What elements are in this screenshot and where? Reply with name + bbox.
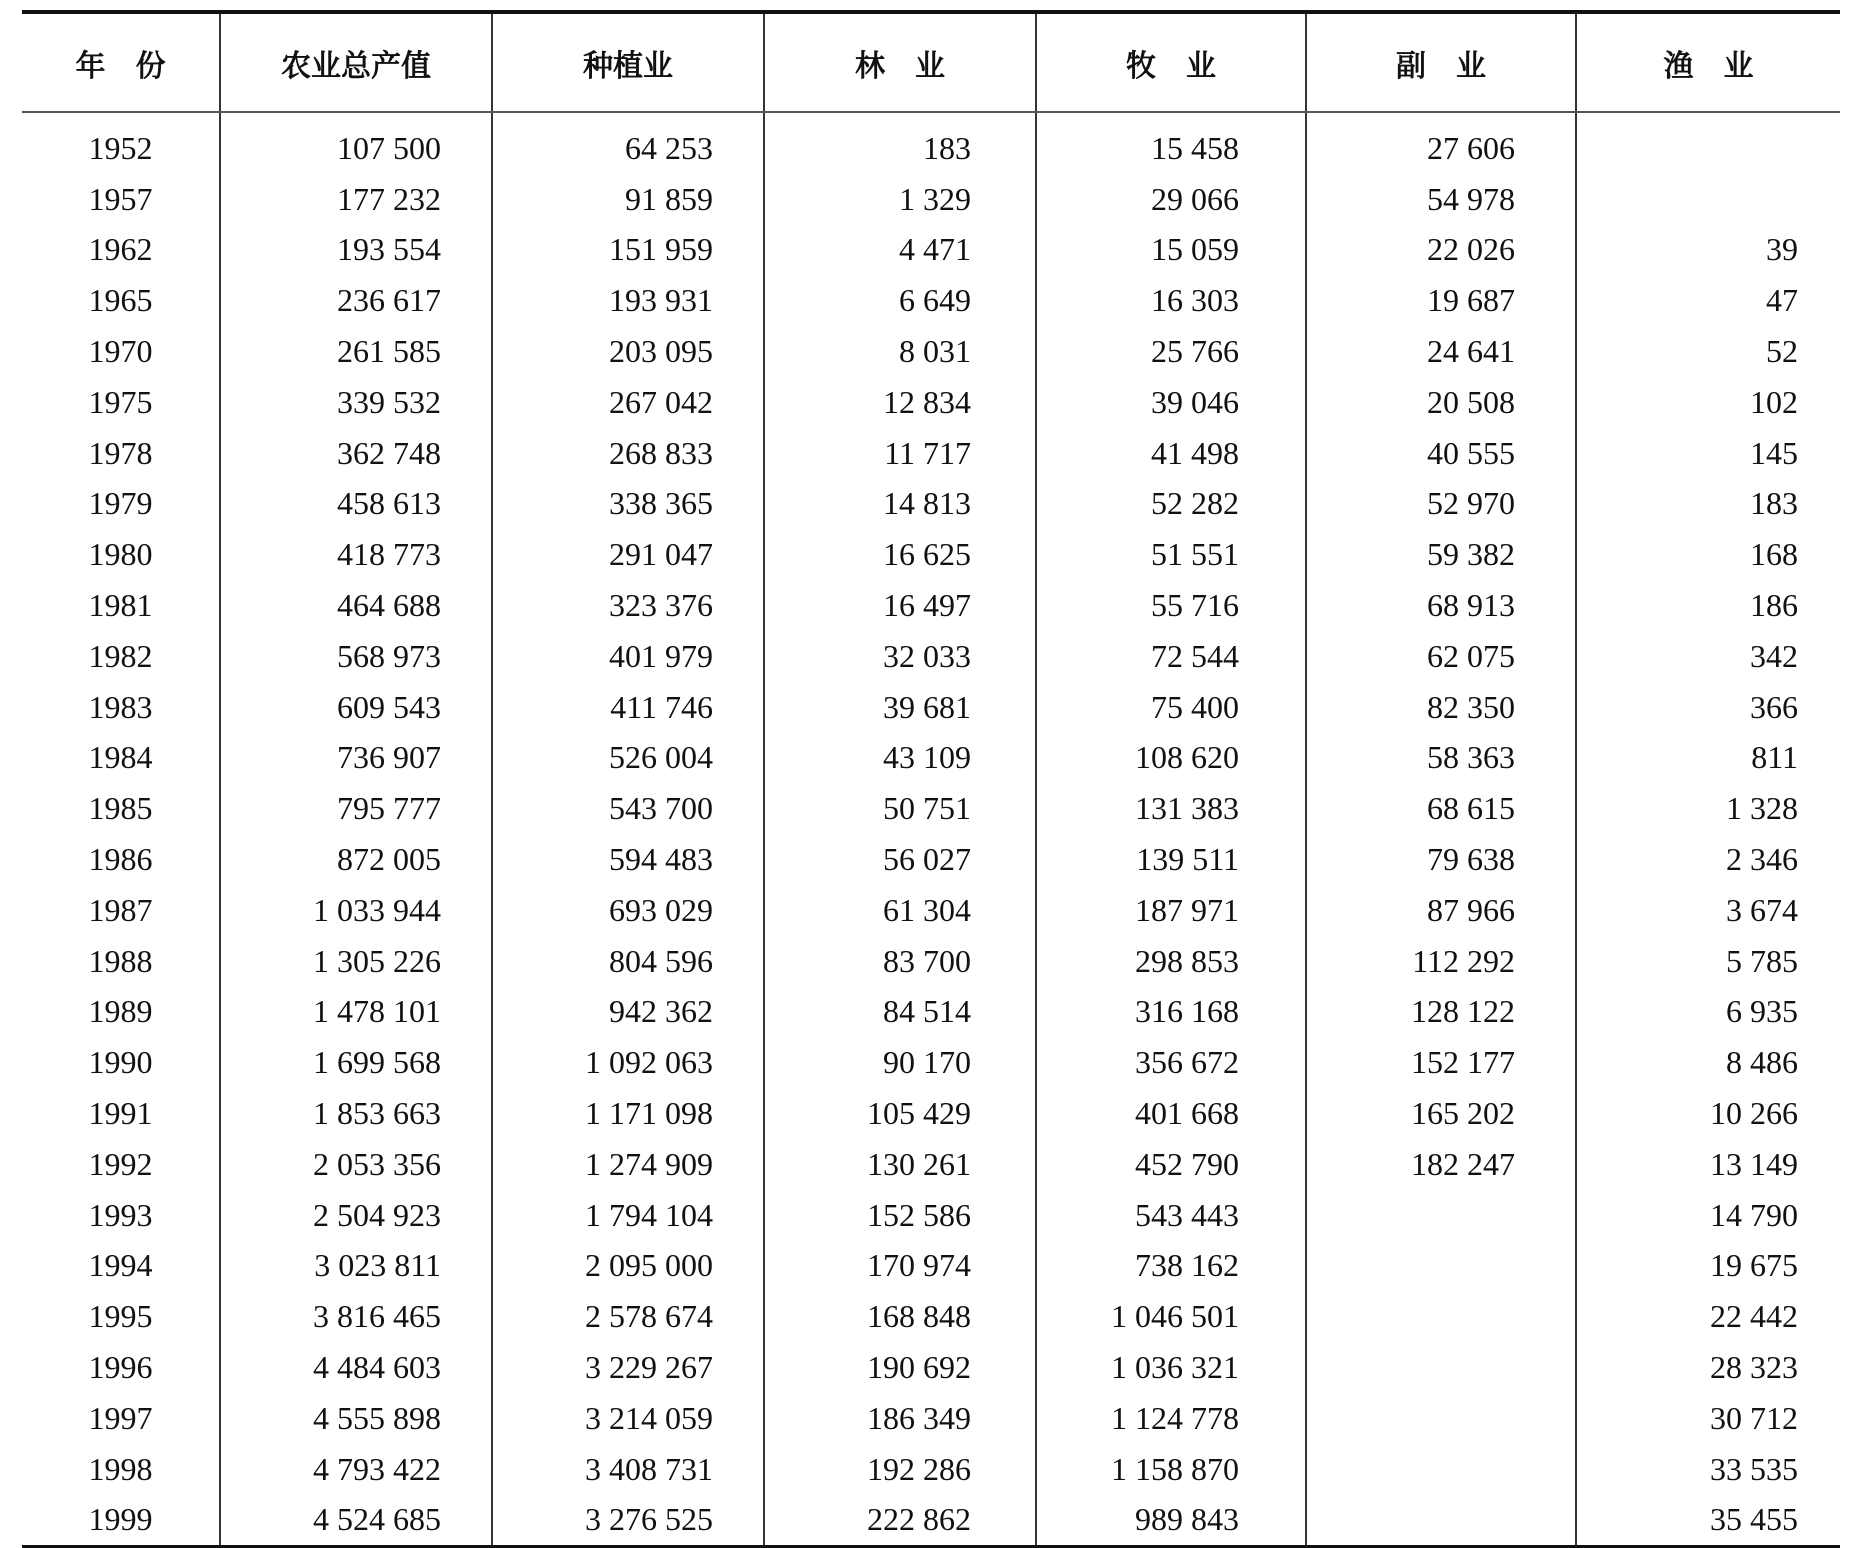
cell-total-output: 4 555 898 <box>220 1393 492 1444</box>
cell-fishery: 6 935 <box>1576 987 1840 1038</box>
cell-crop-farming: 151 959 <box>492 225 764 276</box>
cell-sideline <box>1306 1241 1576 1292</box>
cell-year: 1993 <box>88 1196 153 1233</box>
table-row <box>22 1393 1840 1444</box>
cell-sideline <box>1306 1342 1576 1393</box>
cell-total-output: 3 023 811 <box>220 1241 492 1292</box>
cell-animal-husbandry: 29 066 <box>1036 174 1306 225</box>
cell-crop-farming: 942 362 <box>492 987 764 1038</box>
cell-sideline: 128 122 <box>1306 987 1576 1038</box>
cell-forestry: 50 751 <box>764 783 1036 834</box>
cell-total-output: 464 688 <box>220 580 492 631</box>
table-row <box>22 275 1840 326</box>
cell-year: 1962 <box>88 231 153 268</box>
cell-animal-husbandry: 25 766 <box>1036 326 1306 377</box>
cell-crop-farming: 594 483 <box>492 834 764 885</box>
table-row <box>22 428 1840 479</box>
cell-fishery: 5 785 <box>1576 936 1840 987</box>
cell-total-output: 236 617 <box>220 275 492 326</box>
cell-crop-farming: 91 859 <box>492 174 764 225</box>
table-row <box>22 174 1840 225</box>
cell-total-output: 2 053 356 <box>220 1139 492 1190</box>
cell-total-output: 736 907 <box>220 733 492 784</box>
cell-sideline: 68 615 <box>1306 783 1576 834</box>
cell-crop-farming: 411 746 <box>492 682 764 733</box>
cell-sideline: 68 913 <box>1306 580 1576 631</box>
cell-forestry: 83 700 <box>764 936 1036 987</box>
cell-crop-farming: 267 042 <box>492 377 764 428</box>
cell-crop-farming: 3 229 267 <box>492 1342 764 1393</box>
table-row <box>22 885 1840 936</box>
cell-sideline: 59 382 <box>1306 529 1576 580</box>
cell-sideline: 52 970 <box>1306 479 1576 530</box>
cell-forestry: 222 862 <box>764 1495 1036 1547</box>
header-row <box>22 12 1840 112</box>
cell-fishery: 3 674 <box>1576 885 1840 936</box>
table-row <box>22 529 1840 580</box>
cell-total-output: 339 532 <box>220 377 492 428</box>
cell-forestry: 130 261 <box>764 1139 1036 1190</box>
cell-forestry: 192 286 <box>764 1444 1036 1495</box>
cell-year: 1995 <box>88 1298 153 1335</box>
cell-fishery: 1 328 <box>1576 783 1840 834</box>
cell-year: 1982 <box>88 637 153 674</box>
cell-year: 1998 <box>88 1450 153 1487</box>
cell-crop-farming: 401 979 <box>492 631 764 682</box>
cell-total-output: 872 005 <box>220 834 492 885</box>
cell-forestry: 16 625 <box>764 529 1036 580</box>
cell-crop-farming: 2 578 674 <box>492 1291 764 1342</box>
cell-year: 1978 <box>88 434 153 471</box>
cell-fishery <box>1576 112 1840 174</box>
cell-animal-husbandry: 51 551 <box>1036 529 1306 580</box>
cell-total-output: 1 478 101 <box>220 987 492 1038</box>
cell-animal-husbandry: 72 544 <box>1036 631 1306 682</box>
cell-sideline: 82 350 <box>1306 682 1576 733</box>
cell-fishery: 342 <box>1576 631 1840 682</box>
cell-year: 1957 <box>88 180 153 217</box>
cell-forestry: 84 514 <box>764 987 1036 1038</box>
cell-total-output: 4 524 685 <box>220 1495 492 1547</box>
cell-total-output: 177 232 <box>220 174 492 225</box>
table-row <box>22 1037 1840 1088</box>
cell-sideline: 27 606 <box>1306 112 1576 174</box>
cell-forestry: 6 649 <box>764 275 1036 326</box>
table-row <box>22 1139 1840 1190</box>
table-row <box>22 682 1840 733</box>
cell-sideline: 62 075 <box>1306 631 1576 682</box>
cell-crop-farming: 526 004 <box>492 733 764 784</box>
cell-forestry: 39 681 <box>764 682 1036 733</box>
cell-total-output: 362 748 <box>220 428 492 479</box>
cell-sideline: 79 638 <box>1306 834 1576 885</box>
cell-sideline: 182 247 <box>1306 1139 1576 1190</box>
cell-year: 1983 <box>88 688 153 725</box>
table-row <box>22 225 1840 276</box>
cell-forestry: 8 031 <box>764 326 1036 377</box>
cell-animal-husbandry: 52 282 <box>1036 479 1306 530</box>
cell-sideline: 58 363 <box>1306 733 1576 784</box>
cell-animal-husbandry: 1 158 870 <box>1036 1444 1306 1495</box>
cell-total-output: 4 793 422 <box>220 1444 492 1495</box>
cell-fishery: 30 712 <box>1576 1393 1840 1444</box>
cell-crop-farming: 291 047 <box>492 529 764 580</box>
cell-animal-husbandry: 543 443 <box>1036 1190 1306 1241</box>
cell-sideline <box>1306 1291 1576 1342</box>
table-row <box>22 733 1840 784</box>
cell-forestry: 90 170 <box>764 1037 1036 1088</box>
cell-total-output: 568 973 <box>220 631 492 682</box>
cell-forestry: 56 027 <box>764 834 1036 885</box>
cell-forestry: 11 717 <box>764 428 1036 479</box>
cell-total-output: 4 484 603 <box>220 1342 492 1393</box>
cell-animal-husbandry: 139 511 <box>1036 834 1306 885</box>
cell-fishery: 366 <box>1576 682 1840 733</box>
table-row <box>22 936 1840 987</box>
cell-year: 1994 <box>88 1247 153 1284</box>
cell-animal-husbandry: 356 672 <box>1036 1037 1306 1088</box>
cell-forestry: 4 471 <box>764 225 1036 276</box>
agricultural-output-table <box>22 10 1840 1548</box>
cell-fishery: 22 442 <box>1576 1291 1840 1342</box>
cell-fishery: 183 <box>1576 479 1840 530</box>
cell-sideline: 19 687 <box>1306 275 1576 326</box>
cell-sideline: 40 555 <box>1306 428 1576 479</box>
cell-animal-husbandry: 16 303 <box>1036 275 1306 326</box>
cell-fishery: 14 790 <box>1576 1190 1840 1241</box>
cell-forestry: 61 304 <box>764 885 1036 936</box>
cell-sideline: 22 026 <box>1306 225 1576 276</box>
cell-forestry: 16 497 <box>764 580 1036 631</box>
cell-total-output: 261 585 <box>220 326 492 377</box>
cell-total-output: 795 777 <box>220 783 492 834</box>
cell-crop-farming: 2 095 000 <box>492 1241 764 1292</box>
cell-sideline <box>1306 1190 1576 1241</box>
table-row <box>22 1291 1840 1342</box>
table-row <box>22 1241 1840 1292</box>
cell-year: 1990 <box>88 1044 153 1081</box>
cell-year: 1980 <box>88 536 153 573</box>
cell-animal-husbandry: 452 790 <box>1036 1139 1306 1190</box>
cell-sideline: 112 292 <box>1306 936 1576 987</box>
cell-fishery: 52 <box>1576 326 1840 377</box>
cell-year: 1989 <box>88 993 153 1030</box>
cell-fishery: 33 535 <box>1576 1444 1840 1495</box>
cell-animal-husbandry: 738 162 <box>1036 1241 1306 1292</box>
cell-year: 1981 <box>88 587 153 624</box>
cell-total-output: 458 613 <box>220 479 492 530</box>
table-row <box>22 326 1840 377</box>
header-year: 年 份 <box>22 12 220 112</box>
cell-year: 1991 <box>88 1095 153 1132</box>
cell-animal-husbandry: 1 036 321 <box>1036 1342 1306 1393</box>
cell-year: 1975 <box>88 383 153 420</box>
cell-fishery: 28 323 <box>1576 1342 1840 1393</box>
cell-year: 1979 <box>88 485 153 522</box>
table-row <box>22 1495 1840 1547</box>
cell-crop-farming: 203 095 <box>492 326 764 377</box>
table-row <box>22 1342 1840 1393</box>
cell-forestry: 170 974 <box>764 1241 1036 1292</box>
cell-animal-husbandry: 55 716 <box>1036 580 1306 631</box>
cell-year: 1984 <box>88 739 153 776</box>
cell-year: 1965 <box>88 282 153 319</box>
cell-sideline <box>1306 1495 1576 1547</box>
cell-fishery: 47 <box>1576 275 1840 326</box>
cell-sideline: 24 641 <box>1306 326 1576 377</box>
header-forestry: 林 业 <box>764 12 1036 112</box>
header-animal-husbandry: 牧 业 <box>1036 12 1306 112</box>
cell-fishery: 102 <box>1576 377 1840 428</box>
cell-animal-husbandry: 298 853 <box>1036 936 1306 987</box>
cell-year: 1986 <box>88 841 153 878</box>
header-fishery: 渔 业 <box>1576 12 1840 112</box>
cell-crop-farming: 193 931 <box>492 275 764 326</box>
cell-sideline <box>1306 1393 1576 1444</box>
cell-year: 1992 <box>88 1145 153 1182</box>
cell-forestry: 43 109 <box>764 733 1036 784</box>
cell-total-output: 1 305 226 <box>220 936 492 987</box>
cell-forestry: 105 429 <box>764 1088 1036 1139</box>
cell-total-output: 1 033 944 <box>220 885 492 936</box>
cell-animal-husbandry: 15 059 <box>1036 225 1306 276</box>
cell-year: 1988 <box>88 942 153 979</box>
cell-sideline: 54 978 <box>1306 174 1576 225</box>
cell-year: 1999 <box>22 1495 220 1547</box>
cell-sideline: 87 966 <box>1306 885 1576 936</box>
cell-crop-farming: 543 700 <box>492 783 764 834</box>
cell-year: 1997 <box>88 1399 153 1436</box>
table-row <box>22 580 1840 631</box>
table-row <box>22 1444 1840 1495</box>
cell-animal-husbandry: 108 620 <box>1036 733 1306 784</box>
table-body <box>22 112 1840 1547</box>
table-row <box>22 112 1840 174</box>
cell-forestry: 183 <box>764 112 1036 174</box>
cell-total-output: 1 853 663 <box>220 1088 492 1139</box>
cell-fishery: 35 455 <box>1576 1495 1840 1547</box>
cell-fishery: 2 346 <box>1576 834 1840 885</box>
cell-forestry: 12 834 <box>764 377 1036 428</box>
cell-crop-farming: 3 214 059 <box>492 1393 764 1444</box>
table-row <box>22 834 1840 885</box>
cell-fishery <box>1576 174 1840 225</box>
cell-year: 1987 <box>88 891 153 928</box>
cell-total-output: 193 554 <box>220 225 492 276</box>
table-row <box>22 1088 1840 1139</box>
cell-forestry: 190 692 <box>764 1342 1036 1393</box>
cell-crop-farming: 693 029 <box>492 885 764 936</box>
cell-fishery: 10 266 <box>1576 1088 1840 1139</box>
cell-fishery: 39 <box>1576 225 1840 276</box>
cell-crop-farming: 3 408 731 <box>492 1444 764 1495</box>
cell-year: 1996 <box>88 1349 153 1386</box>
cell-total-output: 107 500 <box>220 112 492 174</box>
cell-animal-husbandry: 41 498 <box>1036 428 1306 479</box>
cell-total-output: 418 773 <box>220 529 492 580</box>
table-row <box>22 783 1840 834</box>
cell-year: 1970 <box>88 333 153 370</box>
header-sideline: 副 业 <box>1306 12 1576 112</box>
cell-animal-husbandry: 39 046 <box>1036 377 1306 428</box>
table-row <box>22 1190 1840 1241</box>
cell-total-output: 2 504 923 <box>220 1190 492 1241</box>
cell-total-output: 3 816 465 <box>220 1291 492 1342</box>
cell-total-output: 609 543 <box>220 682 492 733</box>
table-row <box>22 987 1840 1038</box>
cell-crop-farming: 1 092 063 <box>492 1037 764 1088</box>
cell-crop-farming: 64 253 <box>492 112 764 174</box>
cell-forestry: 14 813 <box>764 479 1036 530</box>
cell-fishery: 811 <box>1576 733 1840 784</box>
cell-year: 1952 <box>88 129 153 166</box>
cell-sideline: 165 202 <box>1306 1088 1576 1139</box>
cell-crop-farming: 1 794 104 <box>492 1190 764 1241</box>
cell-animal-husbandry: 187 971 <box>1036 885 1306 936</box>
table-row <box>22 479 1840 530</box>
header-crop-farming: 种植业 <box>492 12 764 112</box>
cell-crop-farming: 804 596 <box>492 936 764 987</box>
cell-forestry: 168 848 <box>764 1291 1036 1342</box>
cell-fishery: 186 <box>1576 580 1840 631</box>
cell-crop-farming: 3 276 525 <box>492 1495 764 1547</box>
cell-fishery: 19 675 <box>1576 1241 1840 1292</box>
cell-fishery: 8 486 <box>1576 1037 1840 1088</box>
cell-animal-husbandry: 1 046 501 <box>1036 1291 1306 1342</box>
table-header <box>22 12 1840 112</box>
cell-fishery: 168 <box>1576 529 1840 580</box>
cell-crop-farming: 1 171 098 <box>492 1088 764 1139</box>
table-row <box>22 377 1840 428</box>
cell-crop-farming: 1 274 909 <box>492 1139 764 1190</box>
cell-total-output: 1 699 568 <box>220 1037 492 1088</box>
cell-animal-husbandry: 15 458 <box>1036 112 1306 174</box>
cell-animal-husbandry: 1 124 778 <box>1036 1393 1306 1444</box>
cell-animal-husbandry: 131 383 <box>1036 783 1306 834</box>
cell-animal-husbandry: 316 168 <box>1036 987 1306 1038</box>
cell-crop-farming: 323 376 <box>492 580 764 631</box>
cell-forestry: 152 586 <box>764 1190 1036 1241</box>
cell-forestry: 186 349 <box>764 1393 1036 1444</box>
header-total-agricultural-output: 农业总产值 <box>220 12 492 112</box>
cell-forestry: 1 329 <box>764 174 1036 225</box>
cell-sideline: 20 508 <box>1306 377 1576 428</box>
cell-sideline: 152 177 <box>1306 1037 1576 1088</box>
table-row <box>22 631 1840 682</box>
cell-sideline <box>1306 1444 1576 1495</box>
cell-fishery: 13 149 <box>1576 1139 1840 1190</box>
cell-crop-farming: 268 833 <box>492 428 764 479</box>
cell-crop-farming: 338 365 <box>492 479 764 530</box>
cell-animal-husbandry: 989 843 <box>1036 1495 1306 1547</box>
cell-animal-husbandry: 401 668 <box>1036 1088 1306 1139</box>
cell-forestry: 32 033 <box>764 631 1036 682</box>
cell-fishery: 145 <box>1576 428 1840 479</box>
cell-animal-husbandry: 75 400 <box>1036 682 1306 733</box>
cell-year: 1985 <box>88 790 153 827</box>
